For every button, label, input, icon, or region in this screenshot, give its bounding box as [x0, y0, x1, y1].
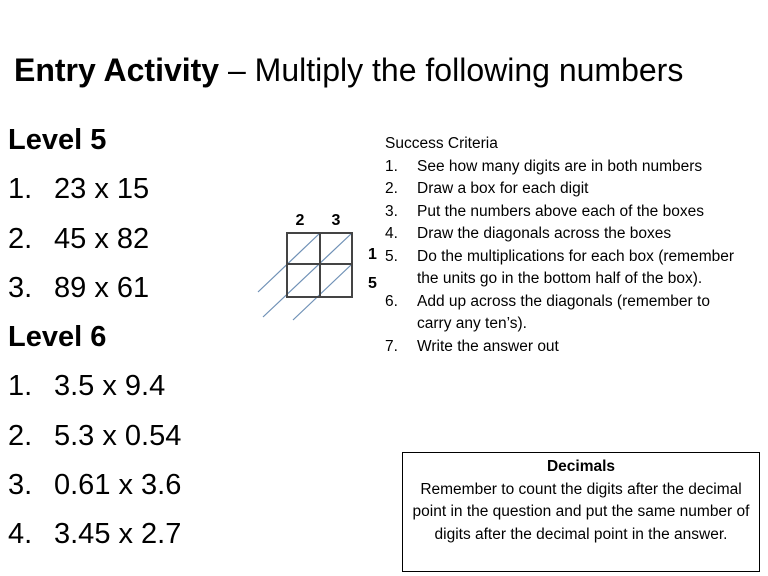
question [8, 264, 181, 313]
level6-heading: Level 6 [8, 321, 107, 354]
criteria-item [385, 336, 745, 359]
q-num: 1. [8, 173, 33, 206]
q-text: 0.61 x 3.6 [54, 469, 182, 502]
diagonals [258, 233, 352, 320]
num: 5. [385, 247, 398, 265]
question [8, 215, 181, 264]
title-bold: Entry Activity [14, 52, 220, 88]
decimals-heading: Decimals [546, 458, 616, 475]
text: Put the numbers above each of the boxes [417, 202, 704, 220]
text: Write the answer out [417, 337, 559, 355]
text: Draw a box for each digit [417, 180, 589, 197]
question [8, 510, 181, 559]
num: 7. [385, 337, 398, 355]
q-text: 45 x 82 [54, 222, 150, 255]
questions [8, 116, 181, 560]
slide-title [14, 52, 683, 89]
decimals-text: Remember to count the digits after the decimal point in the question and put the same number of digits after the decimal point in the answer. [412, 480, 750, 543]
top-digit: 2 [295, 212, 305, 229]
q-text: 89 x 61 [54, 271, 150, 304]
level5-heading: Level 5 [8, 124, 107, 156]
q-text: 5.3 x 0.54 [54, 419, 182, 452]
q-num: 2. [8, 222, 33, 255]
question [8, 165, 181, 214]
criteria-item [385, 223, 745, 246]
success-criteria [385, 133, 745, 358]
text: Do the multiplications for each box (remember the units go in the bottom half of the box). [417, 247, 735, 287]
q-text: 3.5 x 9.4 [54, 370, 166, 403]
q-num: 3. [8, 469, 33, 502]
num: 3. [385, 202, 398, 220]
question [8, 362, 181, 411]
criteria-item [385, 178, 745, 201]
q-text: 23 x 15 [54, 173, 150, 206]
side-digit: 1 [368, 246, 377, 263]
decimals-box [402, 452, 760, 572]
num: 6. [385, 292, 398, 310]
q-num: 1. [8, 370, 33, 403]
question [8, 412, 181, 461]
criteria-item [385, 246, 745, 291]
criteria-heading: Success Criteria [385, 135, 498, 152]
q-num: 4. [8, 518, 33, 551]
num: 1. [385, 157, 398, 175]
text: See how many digits are in both numbers [417, 157, 703, 175]
q-num: 3. [8, 271, 33, 304]
q-text: 3.45 x 2.7 [54, 518, 182, 551]
q-num: 2. [8, 419, 33, 452]
num: 2. [385, 180, 398, 197]
text: Draw the diagonals across the boxes [417, 225, 672, 242]
criteria-item [385, 291, 745, 336]
question [8, 461, 181, 510]
side-digit: 5 [368, 275, 377, 292]
lattice-diagram [250, 200, 390, 330]
criteria-item [385, 156, 745, 179]
criteria-item [385, 201, 745, 224]
title-rest: – Multiply the following numbers [219, 52, 684, 88]
num: 4. [385, 225, 398, 242]
text: Add up across the diagonals (remember to carry any ten’s). [417, 292, 710, 332]
top-digit: 3 [331, 212, 341, 229]
